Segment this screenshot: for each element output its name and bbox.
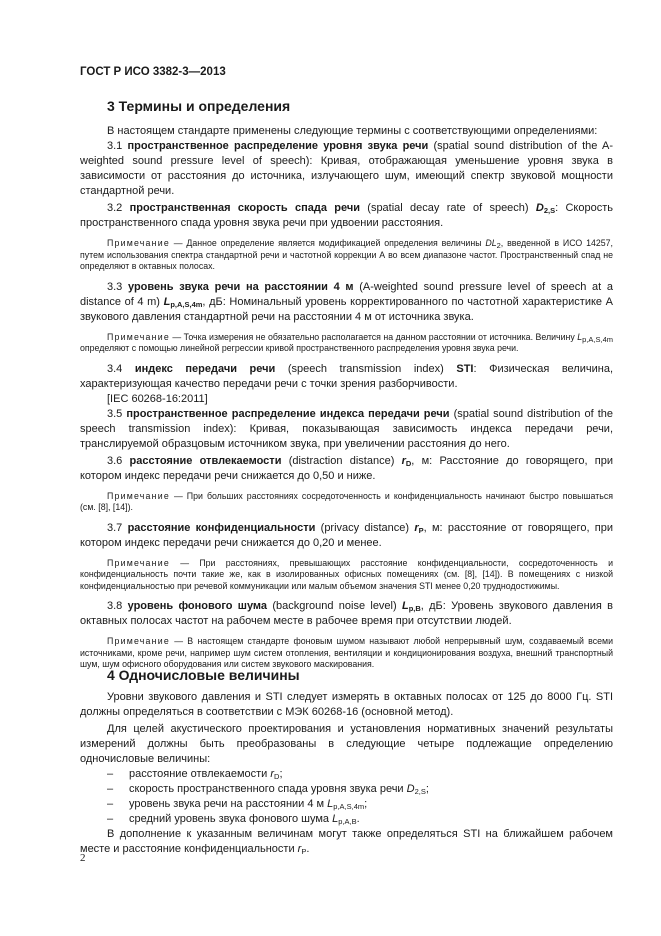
term-3-7: 3.7 расстояние конфиденциальности (privacy distance) $r_P$, м: расстояние от говорящего, при котором индекс передачи речи снижается до 0,20 и менее. xyxy=(80,521,613,549)
list-item: – скорость пространственного спада уровня звука речи $D_{2,S}$; xyxy=(107,783,429,796)
intro-paragraph: В настоящем стандарте применены следующие термины с соответствующими определениями: xyxy=(107,125,598,137)
page-number: 2 xyxy=(80,852,86,864)
section-4-paragraph-3: В дополнение к указанным величинам могут также определяться STI на ближайшем рабочем месте и расстояние конфиденциальности $r_P$. xyxy=(80,828,613,856)
term-3-8: 3.8 уровень фонового шума (background noise level) $L_{p,B}$, дБ: Уровень звукового давления в октавных полосах частот на рабочем месте в рабочее время при отсутствии людей. xyxy=(80,600,613,627)
term-3-3: 3.3 уровень звука речи на расстоянии 4 м (A-weighted sound pressure level of speech at a distance of 4 m) $L_{p,A,S,4m}$, дБ: Номинальный уровень корректированного по частотной характеристике А звукового давления стандартной речи на расстоянии 4 м от источника звука. xyxy=(80,280,613,323)
section-4-paragraph-1: Уровни звукового давления и STI следует измерять в октавных полосах от 125 до 8000 Гц. STI должны определяться в соответствии с МЭК 60268-16 (основной метод). xyxy=(80,691,613,718)
note-3-3: Примечание — Точка измерения не обязательно располагается на данном расстоянии от источника. Величину $L_{p,A,S,4m}$ определяют с помощью линейной регрессии кривой пространственного распределения уровня звука речи. xyxy=(80,331,613,353)
term-3-4: 3.4 индекс передачи речи (speech transmission index) STI: Физическая величина, характеризующая качество передачи речи с точки зрения разборчивости. xyxy=(80,362,613,390)
note-3-6: Примечание — При больших расстояниях сосредоточенность и конфиденциальность начинают быстро повышаться (см. [8], [14]). xyxy=(80,490,613,512)
note-3-2: Примечание — Данное определение является модификацией определения величины $DL_2$, введенной в ИСО 14257, путем использования спектра стандартной речи и частотной коррекции А во всем диапазоне частот. Пространственный спад не определяют в октавных полосах. xyxy=(80,238,613,271)
term-3-6: 3.6 расстояние отвлекаемости (distraction distance) $r_D$, м: Расстояние до говорящего, при котором индекс передачи речи снижается до 0,50 и ниже. xyxy=(80,454,613,482)
term-3-1: 3.1 пространственное распределение уровня звука речи (spatial sound distribution of the A-weighted sound pressure level of speech): Кривая, отображающая уменьшение уровня звука в зависимости от расстояния до источника, излучающего шум, имеющий спектр звуковой мощности стандартной речи. xyxy=(80,140,614,197)
list-item: – расстояние отвлекаемости $r_D$; xyxy=(107,768,283,781)
section-4-heading: 4 Одночисловые величины xyxy=(107,667,300,683)
term-3-5: 3.5 пространственное распределение индекса передачи речи (spatial sound distribution of the speech transmission index): Кривая, показывающая зависимость индекса передачи речи, транслируемой образцовым источником звука, при увеличении расстояния до него. xyxy=(80,407,613,450)
term-3-4-reference: [IEC 60268-16:2011] xyxy=(107,392,208,405)
section-4-body xyxy=(80,690,613,857)
running-header: ГОСТ Р ИСО 3382-3—2013 xyxy=(80,66,226,78)
term-3-2: 3.2 пространственная скорость спада речи (spatial decay rate of speech) $D_{2,S}$: Скорость пространственного спада уровня звука речи при удвоении расстояния. xyxy=(80,202,613,229)
note-3-7: Примечание — При расстояниях, превышающих расстояние конфиденциальности, сосредоточенность и конфиденциальность почти такие же, как в изолированных офисных помещениях (см. [8], [14]). В помещениях с низкой конфиденциальностью при речевой коммуникации или малым объемом значения STI менее 0,20 труднодостижимы. xyxy=(80,557,613,591)
list-item: – средний уровень звука фонового шума $L_{p,A,B}$. xyxy=(107,813,360,826)
section-4-paragraph-2: Для целей акустического проектирования и установления нормативных значений результаты измерений должны быть преобразованы в следующие четыре подлежащие определению одночисловые величины: xyxy=(80,723,613,765)
note-3-8: Примечание — В настоящем стандарте фоновым шумом называют любой непрерывный шум, создаваемый всеми источниками, кроме речи, например шум систем отопления, вентиляции и кондиционирования воздуха, внешний транспортный шум, шум офисного оборудования или систем звукового маскирования. xyxy=(80,636,613,669)
section-3-body xyxy=(80,124,613,671)
section-3-heading: 3 Термины и определения xyxy=(107,98,291,114)
list-item: – уровень звука речи на расстоянии 4 м $L_{p,A,S,4m}$; xyxy=(107,798,368,811)
